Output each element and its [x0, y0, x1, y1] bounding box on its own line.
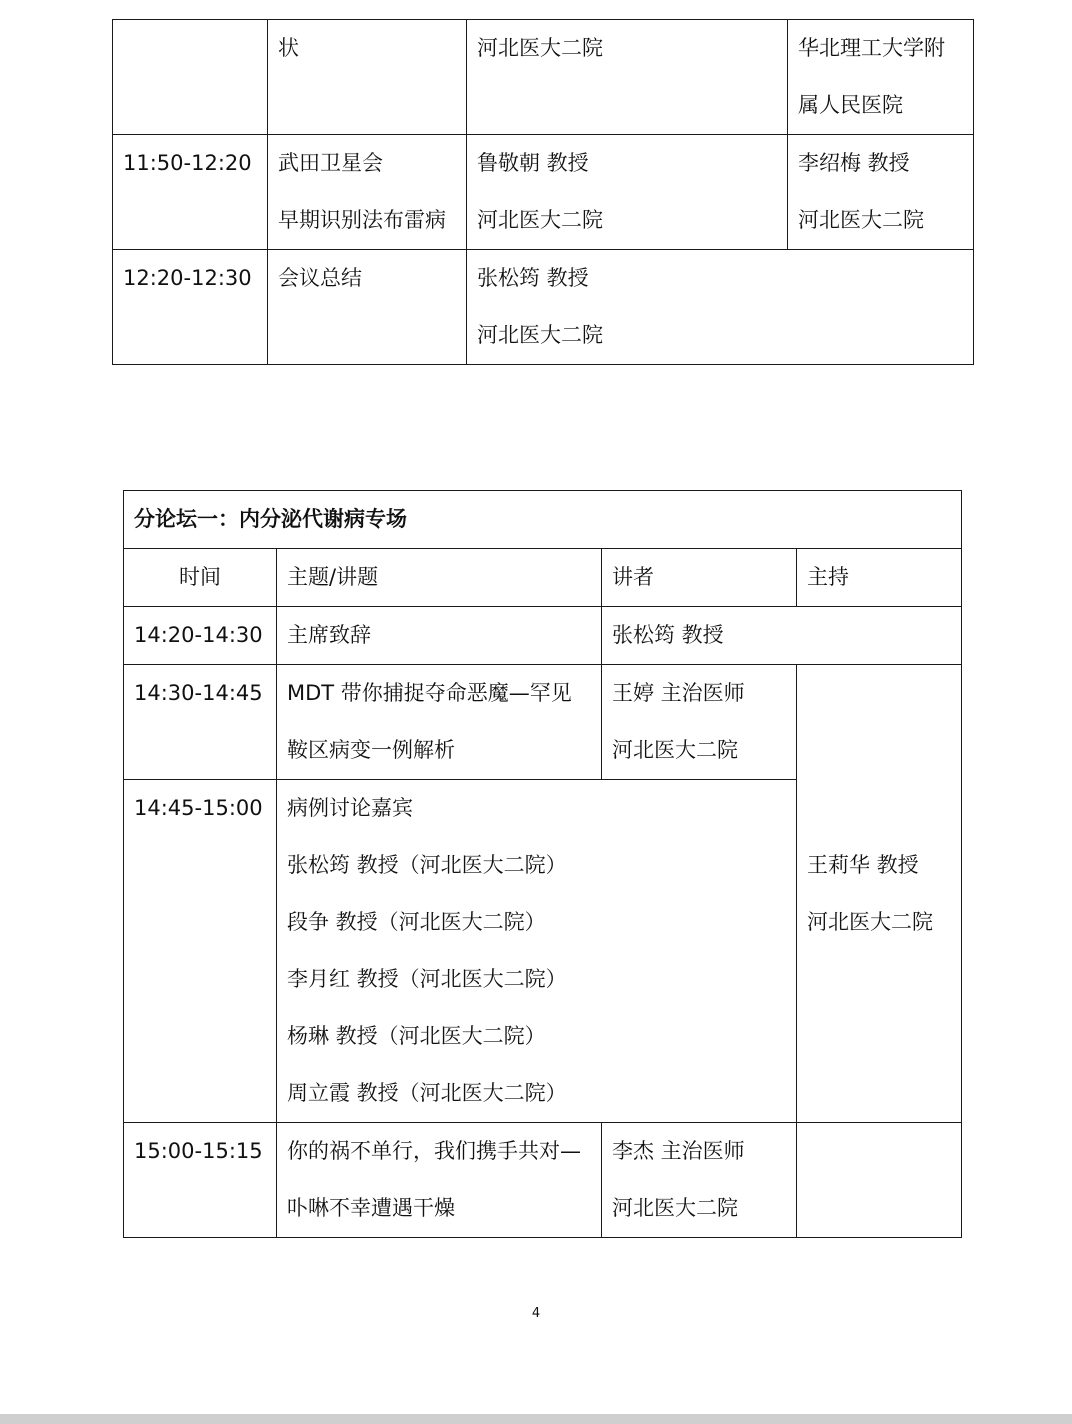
header-topic: 主题/讲题	[277, 549, 602, 607]
table-row	[113, 20, 974, 135]
time-cell	[124, 665, 277, 780]
table-title-row	[124, 491, 962, 549]
speaker-line: 王婷 主治医师	[612, 681, 745, 705]
topic-cell	[277, 665, 602, 780]
host-line: 华北理工大学附	[798, 36, 945, 60]
time-text: 12:20-12:30	[123, 266, 252, 290]
time-text: 14:20-14:30	[134, 623, 263, 647]
host-cell	[788, 135, 974, 250]
topic-line: 卟啉不幸遭遇干燥	[287, 1196, 455, 1220]
topic-line: 李月红 教授（河北医大二院）	[287, 967, 567, 991]
speaker-line: 河北医大二院	[612, 738, 738, 762]
table-row	[113, 135, 974, 250]
speaker-line: 张松筠 教授	[612, 623, 724, 647]
host-cell	[788, 20, 974, 135]
host-line: 属人民医院	[798, 93, 903, 117]
table-row	[124, 1123, 962, 1238]
time-text: 11:50-12:20	[123, 151, 252, 175]
agenda-table-continued	[112, 19, 974, 365]
topic-line: 你的祸不单行，我们携手共对—	[287, 1139, 581, 1163]
speaker-cell	[602, 1123, 797, 1238]
time-cell	[124, 607, 277, 665]
speaker-line: 河北医大二院	[477, 323, 603, 347]
host-line: 李绍梅 教授	[798, 151, 910, 175]
host-line: 王莉华 教授	[807, 852, 919, 877]
time-text: 15:00-15:15	[134, 1139, 263, 1163]
speaker-cell	[602, 607, 962, 665]
header-speaker: 讲者	[602, 549, 797, 607]
host-cell	[797, 1123, 962, 1238]
topic-line: 武田卫星会	[278, 151, 383, 175]
host-cell	[797, 665, 962, 1123]
speaker-cell	[467, 20, 788, 135]
host-line: 河北医大二院	[798, 208, 924, 232]
table-header-row	[124, 549, 962, 607]
topic-line: 状	[278, 36, 299, 60]
topic-line: 张松筠 教授（河北医大二院）	[287, 853, 567, 877]
topic-line: 病例讨论嘉宾	[287, 796, 413, 820]
speaker-line: 李杰 主治医师	[612, 1139, 745, 1163]
topic-line: 段争 教授（河北医大二院）	[287, 910, 546, 934]
time-text: 14:45-15:00	[134, 796, 263, 820]
topic-cell	[277, 1123, 602, 1238]
table-row	[113, 250, 974, 365]
header-time: 时间	[124, 549, 277, 607]
table-row	[124, 665, 962, 780]
time-cell	[124, 1123, 277, 1238]
topic-line: 主席致辞	[287, 623, 371, 647]
bottom-divider	[0, 1414, 1072, 1424]
topic-line: 鞍区病变一例解析	[287, 738, 455, 762]
speaker-line: 张松筠 教授	[477, 266, 589, 290]
topic-cell	[277, 780, 797, 1123]
speaker-line: 河北医大二院	[477, 36, 603, 60]
speaker-cell	[602, 665, 797, 780]
topic-cell	[268, 250, 467, 365]
table-title: 分论坛一：内分泌代谢病专场	[124, 491, 962, 549]
topic-cell	[277, 607, 602, 665]
time-cell	[124, 780, 277, 1123]
header-host: 主持	[797, 549, 962, 607]
subforum-agenda-table	[123, 490, 962, 1238]
topic-cell	[268, 135, 467, 250]
speaker-line: 鲁敬朝 教授	[477, 151, 589, 175]
topic-line: 会议总结	[278, 266, 362, 290]
speaker-cell	[467, 250, 974, 365]
speaker-line: 河北医大二院	[612, 1196, 738, 1220]
table-row	[124, 607, 962, 665]
time-cell	[113, 250, 268, 365]
topic-line: 杨琳 教授（河北医大二院）	[287, 1024, 546, 1048]
speaker-cell	[467, 135, 788, 250]
time-text: 14:30-14:45	[134, 681, 263, 705]
time-cell	[113, 135, 268, 250]
page-number: 4	[531, 1306, 541, 1321]
time-cell	[113, 20, 268, 135]
topic-line: MDT 带你捕捉夺命恶魔—罕见	[287, 681, 572, 705]
topic-line: 周立霞 教授（河北医大二院）	[287, 1081, 567, 1105]
topic-cell	[268, 20, 467, 135]
topic-line: 早期识别法布雷病	[278, 208, 446, 232]
speaker-line: 河北医大二院	[477, 208, 603, 232]
host-line: 河北医大二院	[807, 909, 933, 934]
